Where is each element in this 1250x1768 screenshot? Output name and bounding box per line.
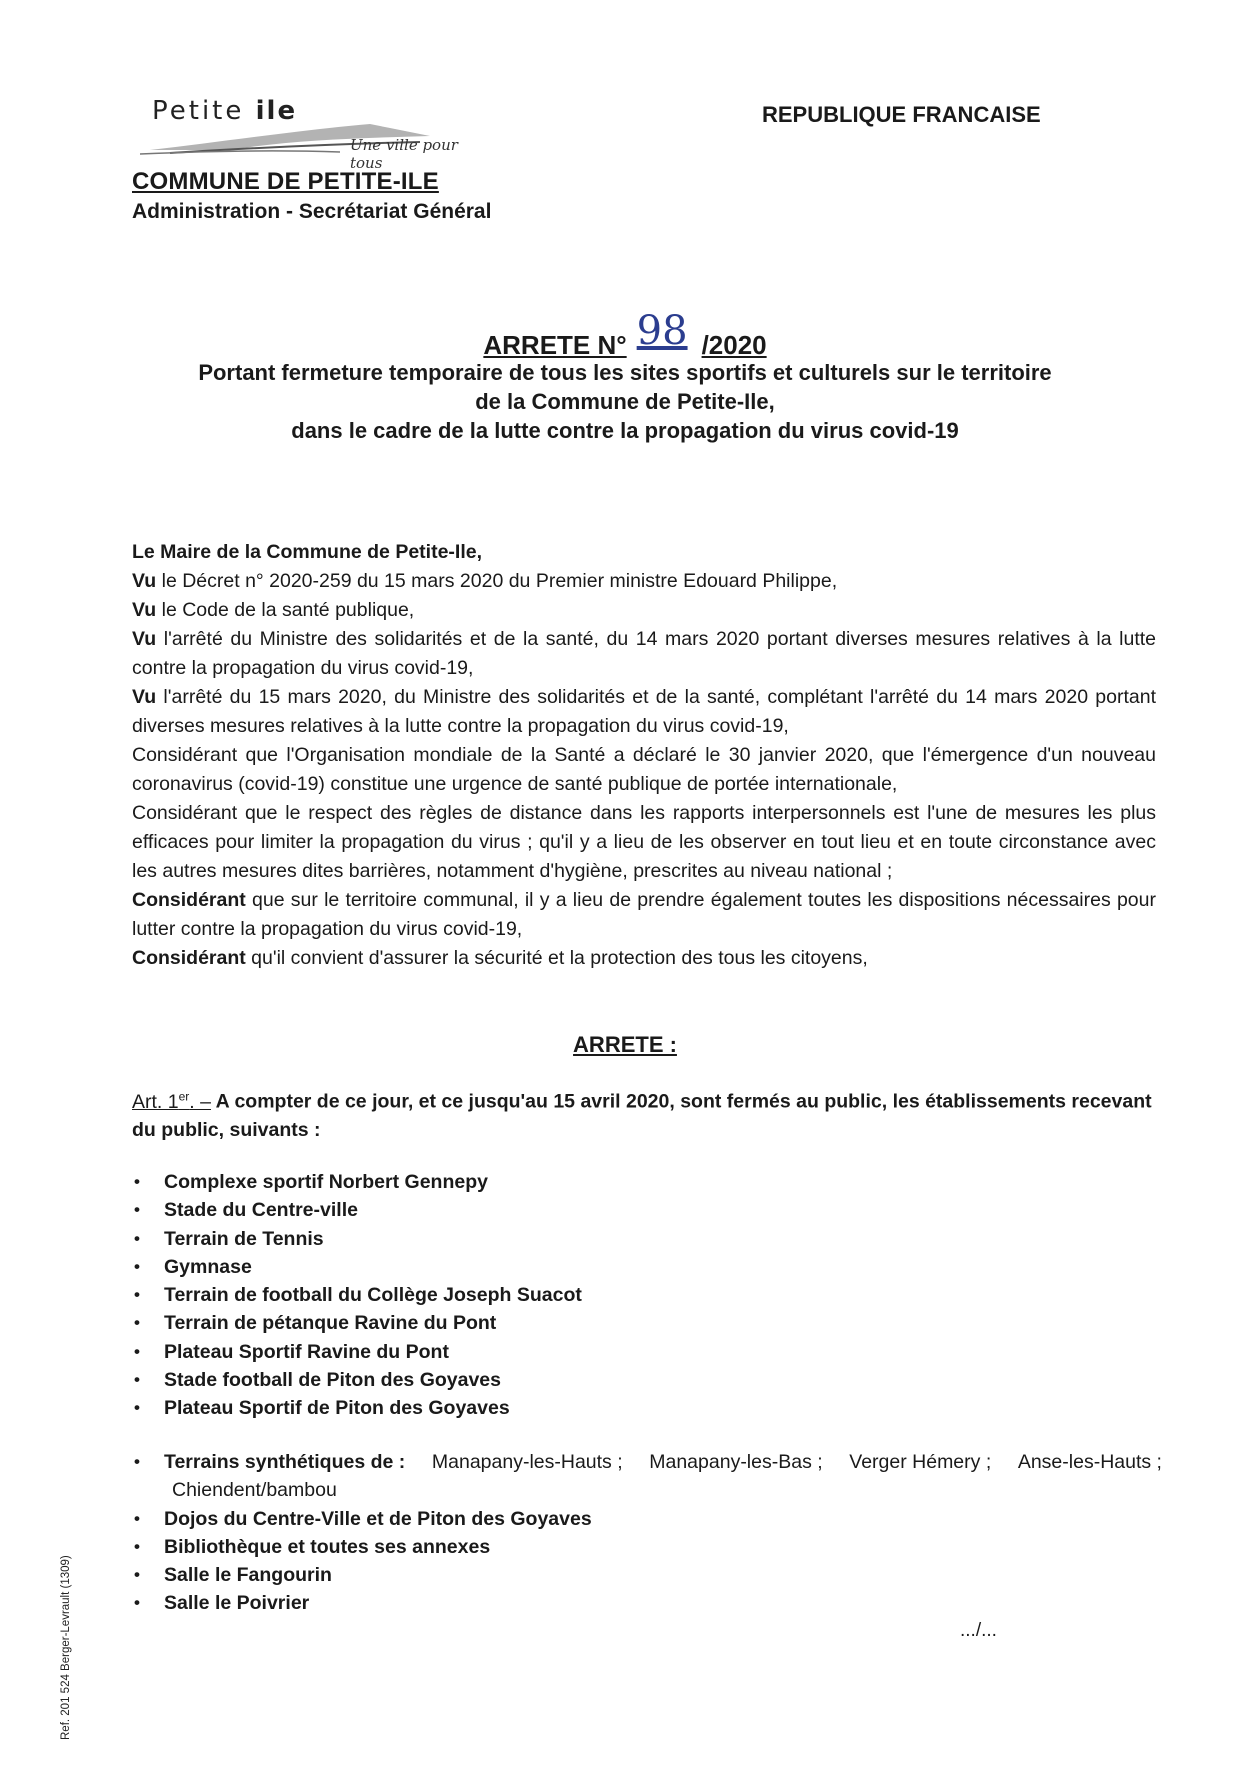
list-item: • Terrain de Tennis (134, 1227, 324, 1250)
subtitle-line-2: de la Commune de Petite-Ile, (475, 389, 775, 414)
continued-marker: .../... (960, 1620, 997, 1641)
preamble-vu-4: Vu l'arrêté du 15 mars 2020, du Ministre des solidarités et de la santé, complétant l'arrêté du 14 mars 2020 portant diverses mesures relatives à la lutte contre la propagation du virus covid-19, (132, 686, 1156, 737)
logo-slogan: Une ville pour tous (350, 136, 458, 172)
arrete-subtitle (0, 358, 1250, 445)
list-item: • Gymnase (134, 1255, 252, 1278)
preamble-considerant-4: Considérant qu'il convient d'assurer la sécurité et la protection des tous les citoyens, (132, 947, 868, 969)
article-1-text: A compter de ce jour, et ce jusqu'au 15 avril 2020, sont fermés au public, les établissements recevant du public, suivants : (132, 1090, 1152, 1141)
logo-wordmark: Petite ile (152, 96, 298, 126)
subtitle-line-3: dans le cadre de la lutte contre la propagation du virus covid-19 (291, 418, 959, 443)
list-item: • Salle le Fangourin (134, 1564, 332, 1587)
closed-sites-list-2 (132, 1448, 1162, 1618)
preamble-vu-1: Vu le Décret n° 2020-259 du 15 mars 2020 du Premier ministre Edouard Philippe, (132, 570, 838, 592)
form-reference: Ref. 201 524 Berger-Levrault (1309) (60, 1555, 72, 1740)
republic-heading: REPUBLIQUE FRANCAISE (762, 102, 1041, 127)
list-item: • Complexe sportif Norbert Gennepy (134, 1171, 488, 1193)
list-item-synthetic-last: Chiendent/bambou (172, 1479, 337, 1502)
list-item: • Plateau Sportif de Piton des Goyaves (134, 1397, 510, 1420)
list-item: • Terrain de pétanque Ravine du Pont (134, 1312, 497, 1335)
article-1 (132, 1082, 1156, 1144)
preamble-considerant-3: Considérant que sur le territoire communal, il y a lieu de prendre également toutes les dispositions nécessaires pour lutter contre la propagation du virus covid-19, (132, 889, 1156, 940)
arrete-prefix: ARRETE N° (483, 330, 627, 360)
commune-name: COMMUNE DE PETITE-ILE (132, 168, 439, 195)
preamble-considerant-2: Considérant que le respect des règles de distance dans les rapports interpersonnels est l'une de mesures les plus efficaces pour limiter la propagation du virus ; qu'il y a lieu de les observer en tout lieu et en toute circonstance avec les autres mesures dites barrières, notamment d'hygiène, prescrites au niveau national ; (132, 802, 1156, 882)
arrete-number: 98 (636, 308, 688, 354)
article-1-label: Art. 1er. – (132, 1089, 211, 1113)
department-name: Administration - Secrétariat Général (132, 200, 492, 223)
preamble-vu-2: Vu le Code de la santé publique, (132, 599, 415, 621)
closed-sites-list (132, 1168, 1162, 1423)
list-item-synthetic-fields: • Terrains synthétiques de : Manapany-les-Hauts ; Manapany-les-Bas ; Verger Hémery ; Anse-les-Hauts ; (132, 1448, 1162, 1476)
list-item: • Terrain de football du Collège Joseph Suacot (134, 1284, 582, 1307)
synthetic-fields-row: Terrains synthétiques de : Manapany-les-Hauts ; Manapany-les-Bas ; Verger Hémery ; Anse-les-Hauts ; (164, 1451, 1162, 1473)
list-item: • Dojos du Centre-Ville et de Piton des Goyaves (134, 1507, 592, 1530)
preamble-vu-3: Vu l'arrêté du Ministre des solidarités et de la santé, du 14 mars 2020 portant diverses mesures relatives à la lutte contre la propagation du virus covid-19, (132, 628, 1156, 679)
commune-logo (130, 92, 490, 172)
list-item: • Stade football de Piton des Goyaves (134, 1369, 501, 1392)
list-item: • Stade du Centre-ville (134, 1199, 358, 1222)
list-item: • Bibliothèque et toutes ses annexes (134, 1535, 491, 1558)
preamble (132, 538, 1156, 973)
subtitle-line-1: Portant fermeture temporaire de tous les sites sportifs et culturels sur le territoire (198, 360, 1052, 385)
arrete-heading: ARRETE : (573, 1032, 677, 1057)
list-item: • Plateau Sportif Ravine du Pont (134, 1340, 449, 1363)
list-item: • Salle le Poivrier (134, 1592, 310, 1615)
preamble-intro: Le Maire de la Commune de Petite-Ile, (132, 541, 483, 563)
arrete-year: /2020 (701, 330, 767, 360)
preamble-considerant-1: Considérant que l'Organisation mondiale de la Santé a déclaré le 30 janvier 2020, que l'émergence d'un nouveau coronavirus (covid-19) constitue une urgence de santé publique de portée internationale, (132, 744, 1156, 795)
